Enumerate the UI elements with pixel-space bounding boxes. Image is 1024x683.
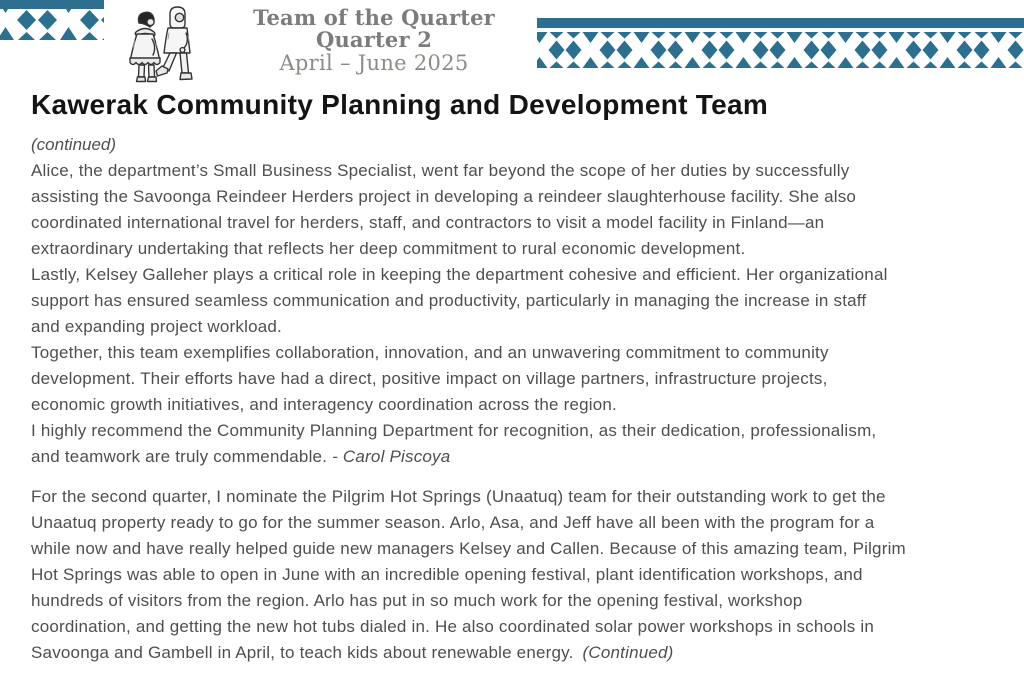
quarter-label: Quarter 2 [315, 27, 433, 52]
text-line: hundreds of visitors from the region. Arlo has put in so much work for the opening festival, workshop [31, 591, 803, 610]
text-line: support has ensured seamless communication and productivity, particularly in managing the increase in staff [31, 291, 867, 310]
native-border-pattern-right-icon [537, 32, 1024, 68]
text-line: economic growth initiatives, and interagency coordination across the region. [31, 395, 617, 414]
continued-note: (continued) [31, 135, 117, 154]
date-range: April – June 2025 [279, 51, 469, 75]
native-border-pattern-left-icon [0, 0, 104, 40]
text-line: development. Their efforts have had a direct, positive impact on village partners, infrastructure projects, [31, 369, 828, 388]
text-line-with-signature [31, 444, 1011, 470]
newsletter-title: Team of the Quarter [253, 5, 495, 30]
header-accent-bar-right [537, 18, 1024, 28]
text-segment: Savoonga and Gambell in April, to teach kids about renewable energy. [31, 643, 574, 662]
continued-marker: (Continued) [582, 643, 674, 662]
text-line: extraordinary undertaking that reflects her deep commitment to rural economic development. [31, 239, 746, 258]
text-line: coordination, and getting the new hot tubs dialed in. He also coordinated solar power workshops in schools in [31, 617, 875, 636]
text-line: Together, this team exemplifies collaboration, innovation, and an unwavering commitment to community [31, 343, 829, 362]
text-line-with-continued [31, 640, 1011, 666]
text-line: while now and have really helped guide new managers Kelsey and Callen. Because of this amazing team, Pilgrim [31, 539, 906, 558]
signature: - Carol Piscoya [332, 447, 451, 466]
text-line: Unaatuq property ready to go for the summer season. Arlo, Asa, and Jeff have all been with the program for a [31, 513, 875, 532]
article-body-first-section [31, 158, 1011, 470]
walking-couple-illustration-icon [112, 3, 220, 88]
text-line: and expanding project workload. [31, 317, 282, 336]
text-line: I highly recommend the Community Planning Department for recognition, as their dedication, professionalism, [31, 421, 877, 440]
text-line: For the second quarter, I nominate the Pilgrim Hot Springs (Unaatuq) team for their outstanding work to get the [31, 487, 886, 506]
text-line: coordinated international travel for herders, staff, and contractors to visit a model facility in Finland—an [31, 213, 825, 232]
text-line: Lastly, Kelsey Galleher plays a critical role in keeping the department cohesive and efficient. Her organizational [31, 265, 888, 284]
text-line: Hot Springs was able to open in June with an incredible opening festival, plant identification workshops, and [31, 565, 863, 584]
article-heading: Kawerak Community Planning and Development Team [31, 89, 769, 120]
text-segment: and teamwork are truly commendable. [31, 447, 328, 466]
text-line: assisting the Savoonga Reindeer Herders project in developing a reindeer slaughterhouse facility. She also [31, 187, 857, 206]
text-line: Alice, the department’s Small Business Specialist, went far beyond the scope of her duties by successfully [31, 161, 850, 180]
article-body-second-section [31, 484, 1011, 666]
header-title-block [228, 7, 520, 75]
